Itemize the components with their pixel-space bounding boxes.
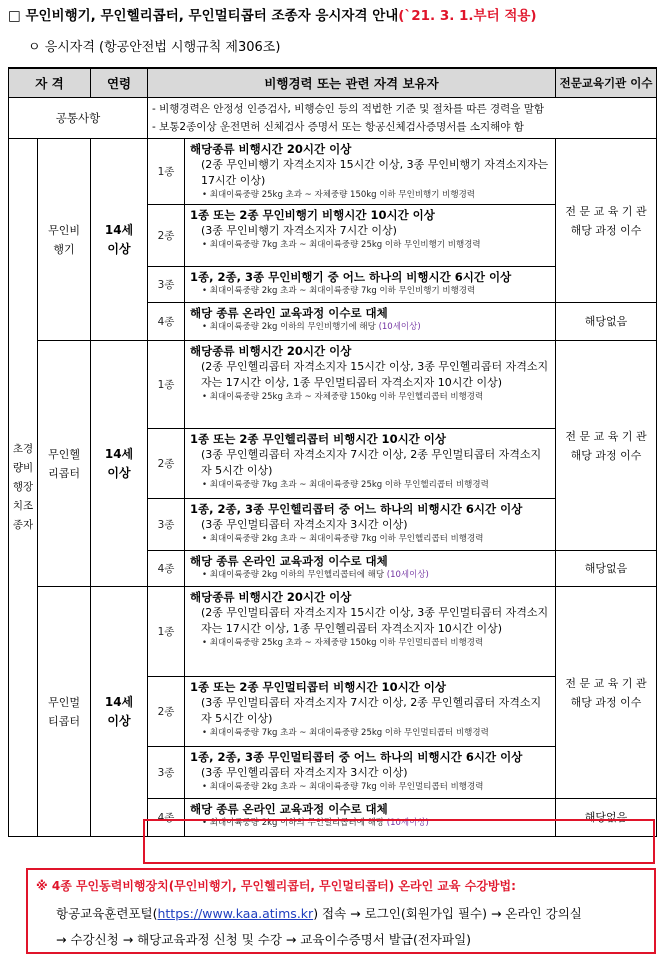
requirement-main: 1종 또는 2종 무인비행기 비행시간 10시간 이상 bbox=[190, 208, 435, 222]
common-content bbox=[148, 98, 657, 139]
requirement-note: • 최대이륙중량 2kg 이하의 무인멀티콥터에 해당 (10세이상) bbox=[202, 818, 429, 828]
requirement-note: • 최대이륙중량 25kg 초과 ~ 자체중량 150kg 이하 무인멀티콥터 비행경력 bbox=[202, 638, 484, 648]
grade-cell: 4종 bbox=[148, 303, 185, 341]
footer-line-2: 항공교육훈련포털(https://www.kaa.atims.kr) 접속 → 로그인(회원가입 필수) → 온라인 강의실 bbox=[56, 906, 582, 921]
education-none-cell: 해당없음 bbox=[556, 551, 657, 587]
requirement-note: • 최대이륙중량 2kg 이하의 무인헬리콥터에 해당 (10세이상) bbox=[202, 570, 429, 580]
requirement-main: 해당종류 비행시간 20시간 이상 bbox=[190, 142, 352, 156]
highlight-box-4종-multicopter bbox=[143, 819, 655, 864]
common-label: 공통사항 bbox=[9, 98, 148, 139]
requirement-cell bbox=[185, 303, 556, 341]
page-title: □ 무인비행기, 무인헬리콥터, 무인멀티콥터 조종자 응시자격 안내(`21. 3. 1.부터 적용) bbox=[8, 8, 537, 24]
grade-cell: 3종 bbox=[148, 499, 185, 551]
header-qualification: 자 격 bbox=[9, 68, 91, 98]
table-row bbox=[9, 587, 657, 677]
requirement-sub: (2종 무인비행기 자격소지자 15시간 이상, 3종 무인비행기 자격소지자는 17시간 이상) bbox=[201, 158, 549, 187]
requirement-main: 1종, 2종, 3종 무인헬리콥터 중 어느 하나의 비행시간 6시간 이상 bbox=[190, 502, 523, 516]
requirement-sub: (3종 무인멀티콥터 자격소지자 3시간 이상) bbox=[201, 518, 408, 531]
requirement-note: • 최대이륙중량 2kg 초과 ~ 최대이륙중량 7kg 이하 무인헬리콥터 비행경력 bbox=[202, 534, 484, 544]
header-experience: 비행경력 또는 관련 자격 보유자 bbox=[148, 68, 556, 98]
section-subtitle: ㅇ 응시자격 (항공안전법 시행규칙 제306조) bbox=[28, 40, 281, 55]
requirement-cell bbox=[185, 587, 556, 677]
age-cell: 14세 이상 bbox=[91, 341, 148, 587]
requirement-main: 해당종류 비행시간 20시간 이상 bbox=[190, 590, 352, 604]
age-cell: 14세 이상 bbox=[91, 587, 148, 837]
requirement-cell bbox=[185, 747, 556, 799]
requirement-note: • 최대이륙중량 7kg 초과 ~ 최대이륙중량 25kg 이하 무인멀티콥터 비행경력 bbox=[202, 728, 489, 738]
grade-cell: 2종 bbox=[148, 205, 185, 267]
requirement-main: 1종, 2종, 3종 무인비행기 중 어느 하나의 비행시간 6시간 이상 bbox=[190, 270, 512, 284]
age-cell: 14세 이상 bbox=[91, 139, 148, 341]
grade-cell: 1종 bbox=[148, 139, 185, 205]
table-row bbox=[9, 139, 657, 205]
requirement-sub: (3종 무인헬리콥터 자격소지자 7시간 이상, 2종 무인멀티콥터 자격소지자 5시간 이상) bbox=[201, 448, 542, 477]
requirement-note: • 최대이륙중량 25kg 초과 ~ 자체중량 150kg 이하 무인비행기 비행경력 bbox=[202, 190, 476, 200]
education-none-cell: 해당없음 bbox=[556, 799, 657, 837]
requirement-main: 1종, 2종, 3종 무인멀티콥터 중 어느 하나의 비행시간 6시간 이상 bbox=[190, 750, 523, 764]
category-cell: 초경량비행장치조종자 bbox=[9, 139, 38, 837]
age-limit-note: (10세이상) bbox=[386, 818, 429, 828]
requirement-note: • 최대이륙중량 25kg 초과 ~ 자체중량 150kg 이하 무인헬리콥터 비행경력 bbox=[202, 392, 484, 402]
education-cell: 전 문 교 육 기 관 해당 과정 이수 bbox=[556, 341, 657, 551]
grade-cell: 1종 bbox=[148, 587, 185, 677]
requirement-sub: (2종 무인멀티콥터 자격소지자 15시간 이상, 3종 무인멀티콥터 자격소지자는 17시간 이상, 1종 무인헬리콥터 자격소지자 10시간 이상) bbox=[201, 606, 549, 635]
requirement-sub: (3종 무인헬리콥터 자격소지자 3시간 이상) bbox=[201, 766, 408, 779]
requirement-cell bbox=[185, 267, 556, 303]
requirement-sub: (2종 무인헬리콥터 자격소지자 15시간 이상, 3종 무인헬리콥터 자격소지자는 17시간 이상, 1종 무인멀티콥터 자격소지자 10시간 이상) bbox=[201, 360, 549, 389]
requirement-main: 해당종류 비행시간 20시간 이상 bbox=[190, 344, 352, 358]
requirement-cell bbox=[185, 499, 556, 551]
portal-link[interactable]: https://www.kaa.atims.kr bbox=[157, 906, 314, 921]
grade-cell: 1종 bbox=[148, 341, 185, 429]
requirement-note: • 최대이륙중량 7kg 초과 ~ 최대이륙중량 25kg 이하 무인비행기 비행경력 bbox=[202, 240, 481, 250]
requirement-note: • 최대이륙중량 2kg 초과 ~ 최대이륙중량 7kg 이하 무인비행기 비행경력 bbox=[202, 286, 476, 296]
requirement-sub: (3종 무인멀티콥터 자격소지자 7시간 이상, 2종 무인헬리콥터 자격소지자 5시간 이상) bbox=[201, 696, 542, 725]
age-limit-note: (10세이상) bbox=[378, 322, 421, 332]
table-row bbox=[9, 341, 657, 429]
requirement-main: 해당 종류 온라인 교육과정 이수로 대체 bbox=[190, 554, 388, 568]
requirement-main: 1종 또는 2종 무인헬리콥터 비행시간 10시간 이상 bbox=[190, 432, 447, 446]
requirement-cell bbox=[185, 551, 556, 587]
requirement-cell bbox=[185, 205, 556, 267]
footer-line-3: → 수강신청 → 해당교육과정 신청 및 수강 → 교육이수증명서 발급(전자파일) bbox=[56, 932, 472, 947]
common-line-1: - 비행경력은 안정성 인증검사, 비행승인 등의 적법한 기준 및 절차를 따른 경력을 말함 bbox=[152, 103, 545, 115]
age-limit-note: (10세이상) bbox=[386, 570, 429, 580]
grade-cell: 3종 bbox=[148, 747, 185, 799]
requirement-main: 해당 종류 온라인 교육과정 이수로 대체 bbox=[190, 306, 388, 320]
education-cell: 전 문 교 육 기 관 해당 과정 이수 bbox=[556, 587, 657, 799]
requirement-main: 해당 종류 온라인 교육과정 이수로 대체 bbox=[190, 802, 388, 816]
requirement-note: • 최대이륙중량 2kg 초과 ~ 최대이륙중량 7kg 이하 무인멀티콥터 비행경력 bbox=[202, 782, 484, 792]
requirement-sub: (3종 무인비행기 자격소지자 7시간 이상) bbox=[201, 224, 397, 237]
education-none-cell: 해당없음 bbox=[556, 303, 657, 341]
grade-cell: 3종 bbox=[148, 267, 185, 303]
grade-cell: 2종 bbox=[148, 429, 185, 499]
requirement-cell bbox=[185, 139, 556, 205]
header-education: 전문교육기관 이수 bbox=[556, 68, 657, 98]
requirement-main: 1종 또는 2종 무인멀티콥터 비행시간 10시간 이상 bbox=[190, 680, 447, 694]
requirement-cell bbox=[185, 341, 556, 429]
grade-cell: 2종 bbox=[148, 677, 185, 747]
kind-cell: 무인비행기 bbox=[38, 139, 91, 341]
grade-cell: 4종 bbox=[148, 799, 185, 837]
qualification-table bbox=[8, 67, 657, 837]
requirement-cell bbox=[185, 429, 556, 499]
requirement-cell bbox=[185, 677, 556, 747]
grade-cell: 4종 bbox=[148, 551, 185, 587]
kind-cell: 무인헬리콥터 bbox=[38, 341, 91, 587]
kind-cell: 무인멀티콥터 bbox=[38, 587, 91, 837]
requirement-note: • 최대이륙중량 7kg 초과 ~ 최대이륙중량 25kg 이하 무인헬리콥터 비행경력 bbox=[202, 480, 489, 490]
requirement-note: • 최대이륙중량 2kg 이하의 무인비행기에 해당 (10세이상) bbox=[202, 322, 421, 332]
title-effective-date: (`21. 3. 1.부터 적용) bbox=[398, 8, 537, 24]
footer-heading: ※ 4종 무인동력비행장치(무인비행기, 무인헬리콥터, 무인멀티콥터) 온라인 교육 수강방법: bbox=[36, 879, 516, 893]
header-age: 연령 bbox=[91, 68, 148, 98]
education-cell: 전 문 교 육 기 관 해당 과정 이수 bbox=[556, 139, 657, 303]
common-line-2: - 보통2종이상 운전면허 신체검사 증명서 또는 항공신체검사증명서를 소지해야 함 bbox=[152, 121, 524, 133]
